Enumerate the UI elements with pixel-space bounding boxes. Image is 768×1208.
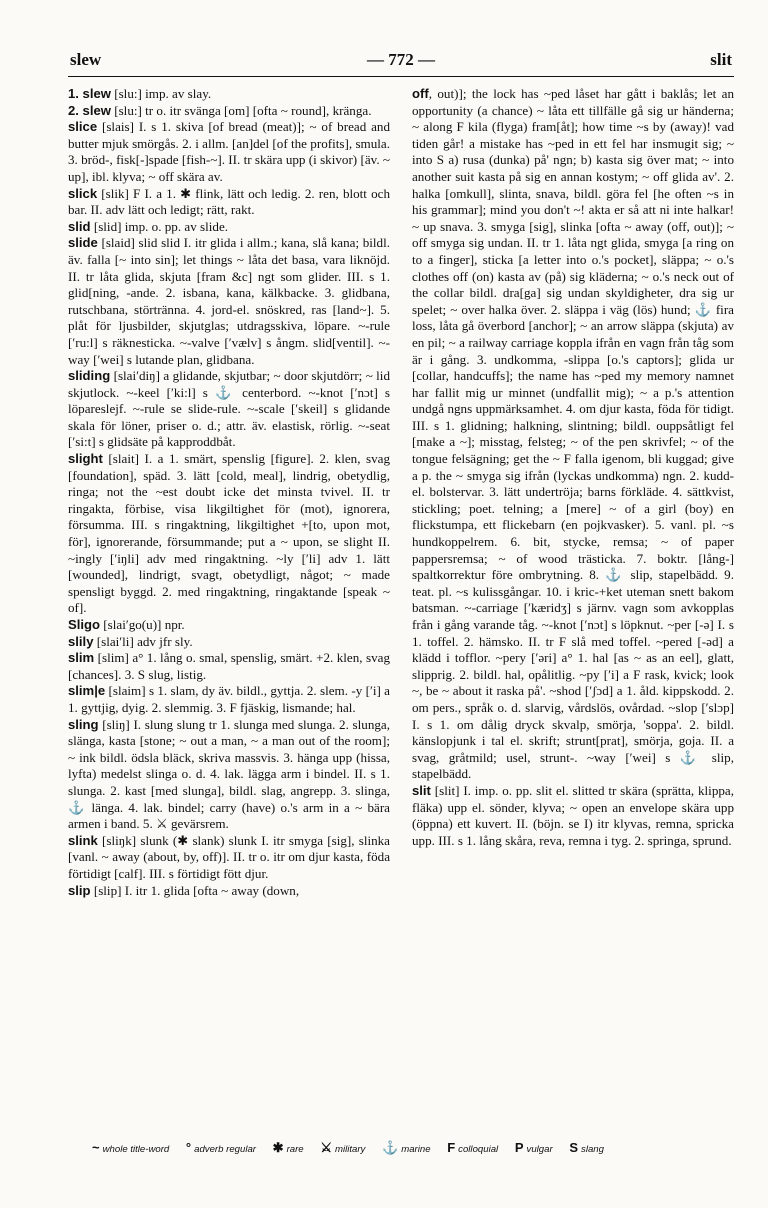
entry: off, out)]; the lock has ~ped låset har gått i baklås; let an opportunity (a chance) ~ låta ett tillfälle gå sig ur händerna; ~ along F kila (flyga) fram[åt]; how time ~s by (away)! vad tiden går! a mistake has ~ped in ett fel har insmugit sig; ~ into S a) rusa (dunka) på' ngn; b) kasta sig över mat; ~ into another suit kasta på sig en annan kostym; ~ off glida av'. 2. halka [omkull], slinta, snava, bildl. göra fel [he often ~s in his grammar]; mind you don't ~! akta er så att ni inte halkar! ~ up snava. 3. smyga [sig], slinka [ofta ~ away (off, out)]; ~ off smyga sig undan. II. tr 1. låta ngt glida, smyga [a ring on to a finger], sticka [a letter into o.'s pocket], släppa; ~ o.'s clothes off (on) kasta av (på) sig kläderna; ~ o.'s neck out of the collar bildl. dra[ga] sig undan skyldigheter, dra sig ur spelet; ~ over halka över. 2. släppa i väg (lös) hund; ⚓ fira loss, låta gå överbord [anchor]; ~ an arrow släppa (skjuta) av en pil; ~ a railway carriage koppla ifrån en vagn från tåg som är i gång. 3. undkomma, -slippa [o.'s captors]; glida ur [collar, handcuffs]; the name has ~ped my memory namnet har fallit mig ur minnet (undfallit mig); ~ a p.'s attention undgå ngns uppmärksamhet. 4. om djur kasta, föda för tidigt. III. s 1. glidning; halkning, slintning; bildl. ouppsåtligt fel [make a ~]; misstag, felsteg; ~ of the pen skrivfel; ~ of the tongue felsägning; get the ~ F falla igenom, bli kuggad; give a p. the ~ smyga sig ifrån (lyckas undkomma) ngn. 2. kudd- el. bolstervar. 3. lätt undertröja; barns förkläde. 4. sättkvist, stickling; poet. telning; a [mere] ~ of a girl (boy) en flickstumpa, ett flickebarn (en pojkvasker). 5. vanl. pl. ~s hundkoppelrem. 6. bit, stycke, remsa; ~ of paper pappersremsa; ~ of wood trästicka. 7. boktr. [lång-] spaltkorrektur före ombrytning. 8. ⚓ slip, stapelbädd. 9. teat. pl. ~s kulissgångar. 10. i kric-+ket uteman snett bakom batsman. ~-carriage [ʹkæridʒ] s järnv. vagn som avkopplas från i gång varande tåg. ~-knot [ʹnɔt] s löpknut. ~per [-ə] I. s 1. toffel. 2. hämsko. II. tr F slå med toffel. ~pered [-əd] a klädd i tofflor. ~pery [ʹəri] a° 1. hal [as ~ as an eel], glatt, slipprig. 2. bildl. hal, opålitlig. ~py [ʹi] a F rask, kvick; look ~, be ~ about it raska på'. ~shod [ʹʃɔd] a 1. åld. kippskodd. 2. om pers., språk o. d. slarvig, vårdslös, ovårdad. ~slop [ʹslɔp] I. s 1. om dålig dryck skvalp, smörja, 'soppa'. 2. bildl. känslopjunk i tal el. skrift; strunt[prat], smörja, goja. II. a svag, gråtmild; usel, strunt-. ~way [ʹwei] s ⚓ slip, stapelbädd. <box>412 86 734 782</box>
legend-item: S slang <box>569 1140 604 1155</box>
entry: slight [slait] I. a 1. smärt, spenslig [figure]. 2. klen, svag [foundation], späd. 3. lätt [cold, meal], lindrig, obetydlig, ringa; not the ~est doubt icke det minsta tvivel. II. tr ringakta, förbise, visa likgiltighet för (mot), ignorera, försumma. III. s ringaktning, likgiltighet +[to, upon mot, för], ignorerande, försummande; put a ~ upon, se slight II. ~ingly [ʹiŋli] adv med ringaktning. ~ly [ʹli] adv 1. lätt [wounded], lindrigt, svagt, obetydligt, något; ~ made spensligt byggd. 2. med ringaktning, ringaktande [speak ~ of]. <box>68 451 390 616</box>
legend-item: ✱ rare <box>272 1140 304 1155</box>
entry: 2. slew [slu:] tr o. itr svänga [om] [ofta ~ round], kränga. <box>68 102 372 118</box>
legend-item: ⚓ marine <box>382 1140 431 1155</box>
abbreviation-legend <box>92 1140 732 1158</box>
header-rule <box>68 76 734 77</box>
entry: slit [slit] I. imp. o. pp. slit el. slitted tr skära (sprätta, klippa, fläka) upp el. sönder, klyva; ~ open an envelope skära upp (öppna) ett kuvert. II. (böjn. se I) itr klyvas, remna, spricka upp. III. s 1. lång skåra, reva, remna i tyg. 2. springa, sprund. <box>412 782 734 848</box>
entry: Sligo [slaiʹgo(u)] npr. <box>68 617 185 632</box>
entry: slid [slid] imp. o. pp. av slide. <box>68 218 229 234</box>
entry: slide [slaid] slid slid I. itr glida i allm.; kana, slå kana; bildl. äv. falla [~ into sin]; let things ~ låta det basa, vara liknöjd. II. tr låta glida, skjuta [fram &c] ngt som glider. III. s 1. glid[ning, -ande. 2. isbana, kana, kälkbacke. 3. glidbana, rutschbana, störtränna. 4. jord-el. snöskred, ras [land~]. 5. plåt för ljusbilder, skjutglas; utdragsskiva, löpare. ~-rule [ʹru:l] s räknesticka. ~-valve [ʹvælv] s ångm. slid[ventil]. ~-way [ʹwei] s lutande plan, glidbana. <box>68 235 390 367</box>
entry: 1. slew [slu:] imp. av slay. <box>68 86 212 101</box>
entry: slily [slaiʹli] adv jfr sly. <box>68 633 193 649</box>
page-header <box>70 50 732 74</box>
legend-item: ⚔ military <box>320 1140 366 1155</box>
header-left-guide-word: slew <box>70 50 102 69</box>
entry: slip [slip] I. itr 1. glida [ofta ~ away (down, <box>68 882 300 898</box>
legend-item: ~ whole title-word <box>92 1140 170 1155</box>
right-column <box>412 86 734 849</box>
entry: slick [slik] F I. a 1. ✱ flink, lätt och ledig. 2. ren, blott och bar. II. adv lätt och ledigt; rätt, rakt. <box>68 185 390 218</box>
legend-item: ° adverb regular <box>185 1140 256 1155</box>
entry: slim|e [slaim] s 1. slam, dy äv. bildl., gyttja. 2. slem. -y [ʹi] a 1. gyttjig, dyig. 2. slemmig. 3. F fjäskig, lismande; hal. <box>68 683 390 715</box>
entry: sling [sliŋ] I. slung slung tr 1. slunga med slunga. 2. slunga, slänga, kasta [stone; ~ out a man, ~ a man out of the room]; ~ ink bildl. ödsla bläck, skriva massvis. 3. hänga upp (hissa, lyfta) medelst slinga o. d. 4. lak. lägga arm i bindel. II. s 1. slunga. 2. kast [med slunga], bildl. slag, angrepp. 3. slinga, ⚓ länga. 4. lak. bindel; carry (have) o.'s arm in a ~ bära armen i band. 5. ⚔ gevärsrem. <box>68 716 390 832</box>
page-number: — 772 — <box>367 50 435 69</box>
entry: sliding [slaiʹdiŋ] a glidande, skjutbar; ~ door skjutdörr; ~ lid skjutlock. ~-keel [ʹki:l] s ⚓ centerbord. ~-knot [ʹnɔt] s löpareslejf. ~-rule se slide-rule. ~-scale [ʹskeil] s glidande skala för löner, priser o. d.; attr. äv. elastisk, rörlig. ~-seat [ʹsi:t] s glidsäte på kapproddbåt. <box>68 368 390 450</box>
header-right-guide-word: slit <box>710 50 732 69</box>
legend-item: F colloquial <box>447 1140 499 1155</box>
entry: slim [slim] a° 1. lång o. smal, spenslig, smärt. +2. klen, svag [chances]. 3. S slug, listig. <box>68 650 390 682</box>
entry: slink [sliŋk] slunk (✱ slank) slunk I. itr smyga [sig], slinka [vanl. ~ away (about, by, off)]. II. tr o. itr om djur kasta, föda förtidigt [calf]. III. s förtidigt fött djur. <box>68 832 390 881</box>
left-column <box>68 86 390 899</box>
legend-item: P vulgar <box>514 1140 553 1155</box>
entry: slice [slais] I. s 1. skiva [of bread (meat)]; ~ of bread and butter mjuk smörgås. 2. i allm. [an]del [of the profits], smula. 3. bröd-, fisk[-]spade [fish-~]. II. tr skära upp (i skivor) [äv. ~ up], ibl. klyva; ~ off skära av. <box>68 119 390 184</box>
